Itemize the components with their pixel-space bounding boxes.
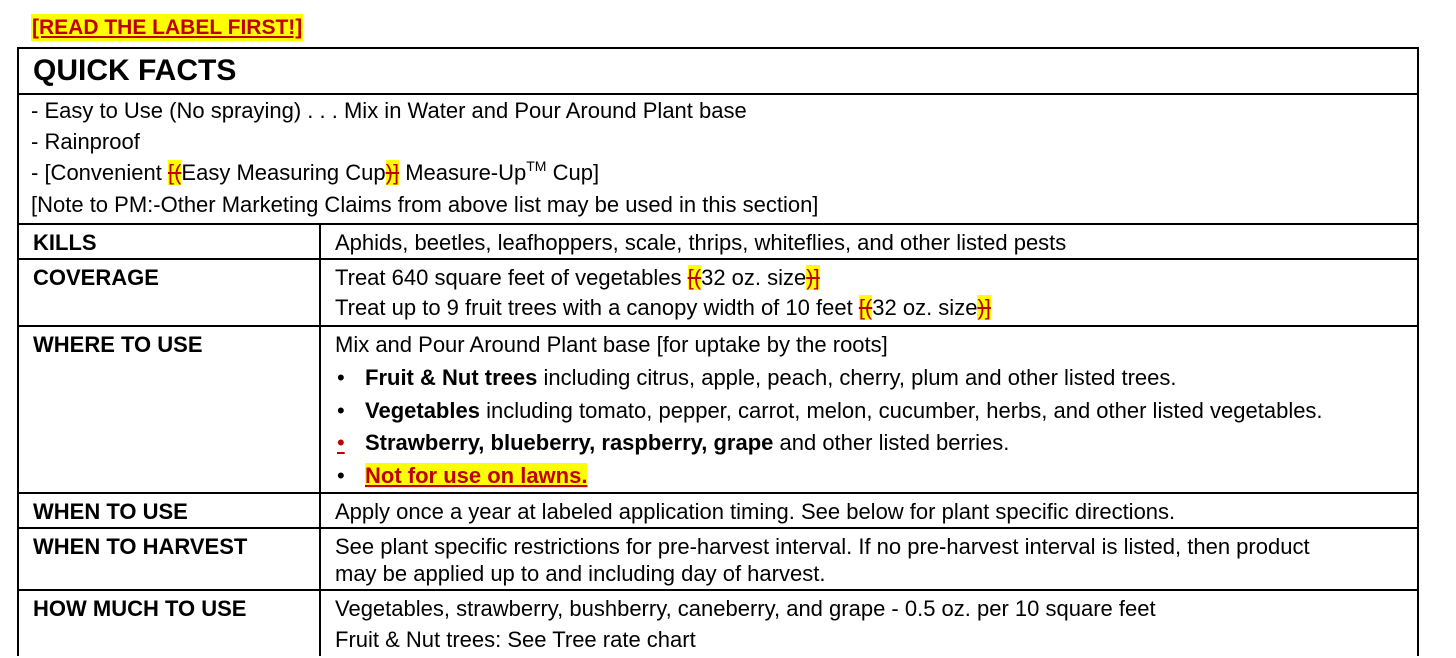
- fact-rainproof: - Rainproof: [31, 129, 140, 154]
- trademark-mark: TM: [526, 158, 547, 174]
- fact-cup-suffix: Cup]: [546, 160, 600, 185]
- coverage-vegetables: [335, 265, 820, 291]
- coverage-fruit-trees: [335, 295, 991, 321]
- fact-easy-to-use: - Easy to Use (No spraying) . . . Mix in Water and Pour Around Plant base: [31, 98, 747, 123]
- harvest-label: WHEN TO HARVEST: [33, 534, 248, 559]
- facts-row: [19, 95, 1417, 225]
- bullet-text: including citrus, apple, peach, cherry, plum and other listed trees.: [537, 365, 1177, 390]
- coverage-tree-text: Treat up to 9 fruit trees with a canopy width of 10 feet: [335, 295, 859, 320]
- harvest-line-2: may be applied up to and including day of harvest.: [335, 561, 826, 586]
- fact-cup-prefix: - [Convenient: [31, 160, 168, 185]
- bullet-icon: •: [337, 463, 345, 488]
- where-intro: Mix and Pour Around Plant base [for uptake by the roots]: [335, 332, 888, 357]
- bullet-text: including tomato, pepper, carrot, melon, cucumber, herbs, and other listed vegetables.: [479, 398, 1323, 423]
- bullet-heading: Fruit & Nut trees: [365, 365, 538, 390]
- table-title: QUICK FACTS: [33, 54, 237, 87]
- when-value: Apply once a year at labeled application timing. See below for plant specific directions.: [335, 499, 1176, 524]
- where-bullet-trees: [337, 365, 1177, 391]
- howmuch-row: [19, 591, 1417, 658]
- edit-mark: )]: [806, 265, 820, 290]
- harvest-line-1: See plant specific restrictions for pre-harvest interval. If no pre-harvest interval is listed, then product: [335, 534, 1310, 559]
- bullet-icon: •: [337, 365, 345, 390]
- quick-facts-table: [17, 47, 1419, 656]
- when-label: WHEN TO USE: [33, 499, 188, 524]
- where-row: [19, 327, 1417, 494]
- edit-mark: [(: [858, 295, 873, 320]
- fact-cup-brand: Measure-Up: [399, 160, 527, 185]
- howmuch-label: HOW MUCH TO USE: [33, 596, 247, 621]
- lawn-warning: Not for use on lawns.: [365, 463, 588, 488]
- bullet-icon: •: [337, 430, 345, 455]
- read-label-banner: [READ THE LABEL FIRST!]: [32, 16, 303, 39]
- fact-cup-text: Easy Measuring Cup: [181, 160, 386, 185]
- coverage-veg-text: Treat 640 square feet of vegetables: [335, 265, 688, 290]
- bullet-heading: Vegetables: [365, 398, 480, 423]
- coverage-size: 32 oz. size: [872, 295, 978, 320]
- where-bullet-lawns: [337, 463, 587, 489]
- howmuch-line-1: Vegetables, strawberry, bushberry, caneberry, and grape - 0.5 oz. per 10 square feet: [335, 596, 1156, 621]
- howmuch-line-2: Fruit & Nut trees: See Tree rate chart: [335, 627, 696, 652]
- kills-value: Aphids, beetles, leafhoppers, scale, thrips, whiteflies, and other listed pests: [335, 230, 1067, 255]
- edit-mark: )]: [385, 160, 400, 185]
- kills-row: [19, 225, 1417, 260]
- bullet-text: and other listed berries.: [773, 430, 1010, 455]
- when-row: [19, 494, 1417, 529]
- where-label: WHERE TO USE: [33, 332, 203, 357]
- fact-measuring-cup: [31, 160, 599, 186]
- edit-mark: )]: [977, 295, 991, 320]
- edit-mark: [(: [167, 160, 182, 185]
- column-divider: [319, 224, 321, 656]
- where-bullet-berries: [337, 430, 1009, 456]
- coverage-size: 32 oz. size: [701, 265, 807, 290]
- edit-mark: [(: [687, 265, 702, 290]
- where-bullet-vegetables: [337, 398, 1323, 424]
- bullet-icon: •: [337, 398, 345, 423]
- kills-label: KILLS: [33, 230, 97, 255]
- bullet-heading: Strawberry, blueberry, raspberry, grape: [365, 430, 774, 455]
- harvest-row: [19, 529, 1417, 591]
- coverage-row: [19, 260, 1417, 327]
- coverage-label: COVERAGE: [33, 265, 159, 290]
- fact-note-to-pm: [Note to PM:-Other Marketing Claims from above list may be used in this section]: [31, 192, 819, 217]
- title-row: [19, 49, 1417, 95]
